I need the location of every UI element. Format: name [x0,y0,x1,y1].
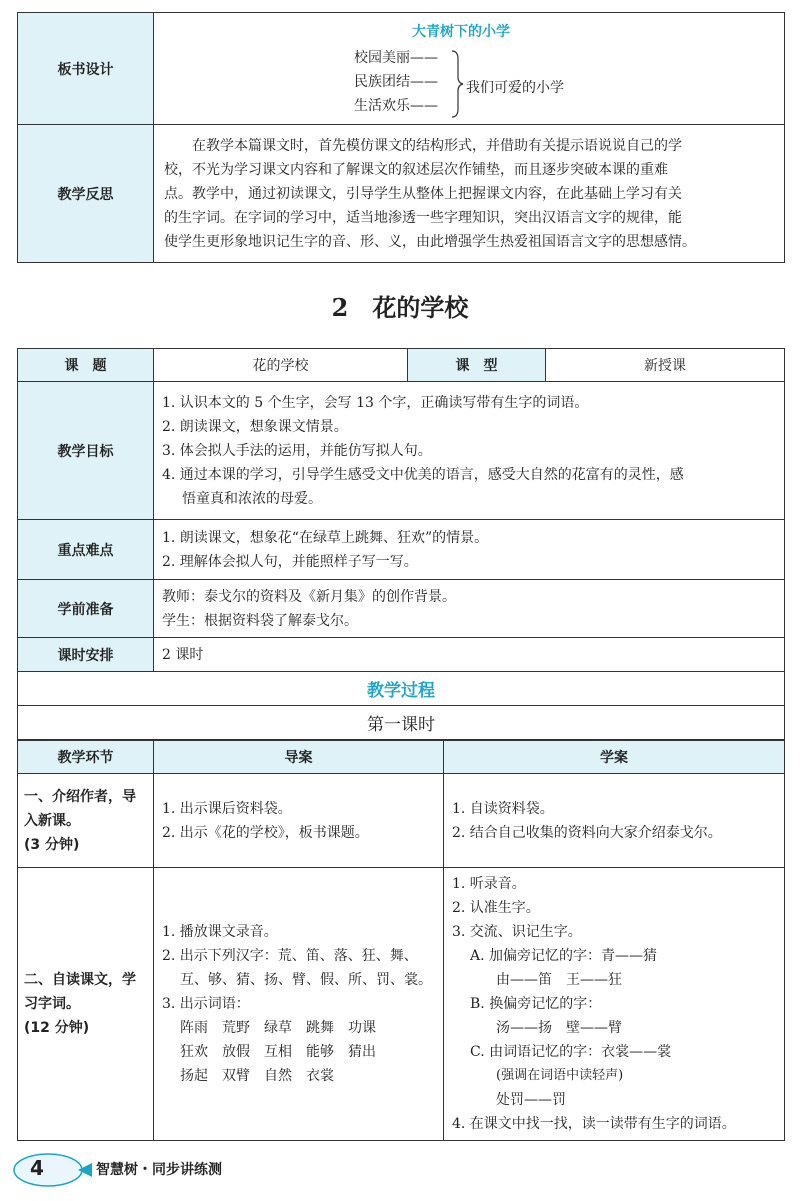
board-summary: 我们可爱的小学 [466,80,564,96]
stage-cell [18,868,154,1141]
footer-brand: 智慧树・同步讲练测 [96,1162,222,1178]
process-title: 教学过程 [18,672,785,706]
stage-line: (12 分钟) [24,1020,90,1036]
period-title: 第一课时 [18,706,785,740]
stage-line: 入新课。 [24,812,80,829]
goal-item: 悟童真和浓浓的母爱。 [182,490,322,507]
col-guide-header: 导案 [154,741,444,774]
study-cell [444,774,785,868]
study-cell [444,868,785,1141]
key-points-list [154,520,785,580]
stage-line: 一、介绍作者，导 [24,788,136,805]
study-item: (强调在词语中读轻声) [496,1068,624,1083]
study-item: 1. 听录音。 [452,876,526,892]
reflection-label: 教学反思 [18,125,154,263]
study-item: 由——笛 王——狂 [496,972,622,988]
guide-cell [154,868,444,1141]
col-study-header: 学案 [444,741,785,774]
guide-cell [154,774,444,868]
study-item: 2. 认准生字。 [452,900,540,916]
lesson-info-table [17,348,785,740]
reflection-line: 校，不光为学习课文内容和了解课文的叙述层次作铺垫，而且逐步突破本课的重难 [164,161,668,178]
reflection-line: 使学生更形象地识记生字的音、形、义，由此增强学生热爱祖国语言文字的思想感情。 [164,233,696,250]
goals-list [154,382,785,520]
key-points-label: 重点难点 [18,520,154,580]
key-point: 1. 朗读课文，想象花“在绿草上跳舞、狂欢”的情景。 [162,529,489,546]
study-item: C. 由词语记忆的字：衣裳——裳 [470,1044,672,1060]
reflection-text [154,125,785,263]
word-line: 狂欢 放假 互相 能够 猜出 [180,1044,376,1060]
hours-value: 2 课时 [154,638,785,672]
study-item: A. 加偏旁记忆的字：青——猜 [470,948,658,964]
topic-value: 花的学校 [154,349,408,382]
board-items [354,46,438,118]
goal-item: 1. 认识本文的 5 个生字，会写 13 个字，正确读写带有生字的词语。 [162,394,589,411]
study-item: 2. 结合自己收集的资料向大家介绍泰戈尔。 [452,824,722,841]
goals-label: 教学目标 [18,382,154,520]
study-item: B. 换偏旁记忆的字： [470,996,602,1012]
goal-item: 3. 体会拟人手法的运用，并能仿写拟人句。 [162,442,432,459]
stage-line: (3 分钟) [24,836,80,853]
guide-item: 1. 出示课后资料袋。 [162,800,292,817]
study-item: 3. 交流、识记生字。 [452,924,582,940]
topic-label: 课 题 [18,349,154,382]
type-value: 新授课 [546,349,785,382]
board-item: 生活欢乐—— [354,98,438,114]
key-point: 2. 理解体会拟人句，并能照样子写一写。 [162,553,418,570]
board-design-cell [154,13,785,125]
study-item: 处罚——罚 [496,1092,566,1108]
board-item: 民族团结—— [354,74,438,90]
page-number: 4 [30,1156,44,1180]
page-number-badge [8,1148,94,1192]
guide-item: 3. 出示词语： [162,996,250,1012]
guide-item: 2. 出示下列汉字：荒、笛、落、狂、舞、 [162,948,418,964]
col-stage-header: 教学环节 [18,741,154,774]
word-line: 扬起 双臂 自然 衣裳 [180,1068,334,1084]
word-line: 阵雨 荒野 绿草 跳舞 功课 [180,1020,376,1036]
top-table [17,12,785,263]
prep-item: 教师：泰戈尔的资料及《新月集》的创作背景。 [162,588,456,605]
hours-label: 课时安排 [18,638,154,672]
reflection-line: 在教学本篇课文时，首先模仿课文的结构形式，并借助有关提示语说说自己的学 [192,137,682,154]
prep-label: 学前准备 [18,580,154,638]
study-item: 汤——扬 壁——臂 [496,1020,622,1036]
study-item: 4. 在课文中找一找，读一读带有生字的词语。 [452,1116,736,1132]
guide-item: 1. 播放课文录音。 [162,924,278,940]
prep-item: 学生：根据资料袋了解泰戈尔。 [162,612,358,629]
reflection-line: 点。教学中，通过初读课文，引导学生从整体上把握课文内容，在此基础上学习有关 [164,185,682,202]
stage-line: 二、自读课文，学 [24,972,136,988]
stage-line: 习字词。 [24,996,80,1012]
prep-list [154,580,785,638]
board-design-label: 板书设计 [18,13,154,125]
goal-item: 2. 朗读课文，想象课文情景。 [162,418,348,435]
guide-item: 互、够、猜、扬、臂、假、所、罚、裳。 [180,972,432,988]
type-label: 课 型 [408,349,546,382]
process-table [17,740,785,1141]
board-item: 校园美丽—— [354,50,438,66]
reflection-line: 的生字词。在字词的学习中，适当地渗透一些字理知识，突出汉语言文字的规律，能 [164,209,682,226]
stage-cell [18,774,154,868]
guide-item: 2. 出示《花的学校》，板书课题。 [162,824,369,841]
board-title: 大青树下的小学 [412,24,510,40]
lesson-title: 2 花的学校 [331,293,469,322]
goal-item: 4. 通过本课的学习，引导学生感受文中优美的语言，感受大自然的花富有的灵性，感 [162,466,684,483]
study-item: 1. 自读资料袋。 [452,800,554,817]
board-brace [450,49,464,119]
